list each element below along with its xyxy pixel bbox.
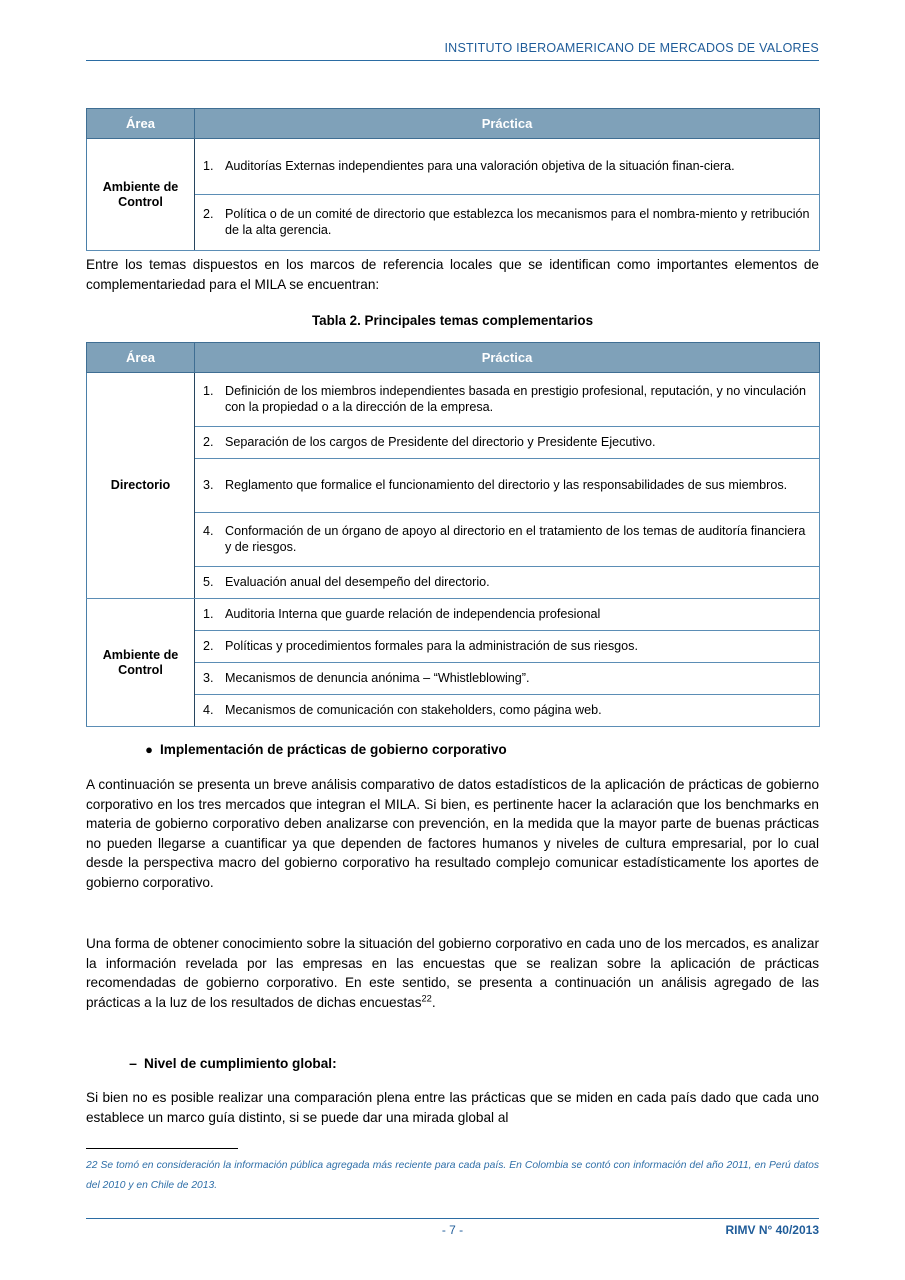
- list-text: Separación de los cargos de Presidente del directorio y Presidente Ejecutivo.: [225, 434, 656, 449]
- section-bullet-container: [86, 742, 819, 757]
- table-2-practice-cell: [195, 567, 820, 599]
- table-2-practice-cell: [195, 459, 820, 513]
- list-text: Mecanismos de denuncia anónima – “Whistleblowing”.: [225, 670, 530, 685]
- list-text: Auditoria Interna que guarde relación de independencia profesional: [225, 606, 601, 621]
- page-footer: [86, 1218, 819, 1243]
- paragraph-3: [86, 934, 819, 1012]
- table-2-col-area: Área: [87, 343, 195, 373]
- footnote-reference: 22: [421, 993, 432, 1004]
- table-1-area-cell: Ambiente de Control: [87, 139, 195, 251]
- table-2-header-row: [87, 343, 820, 373]
- list-number: 1.: [203, 158, 214, 173]
- table-row: [87, 427, 820, 459]
- table-1-col-practica: Práctica: [195, 109, 820, 139]
- table-2-caption-container: [86, 313, 819, 328]
- section-bullet-heading: [86, 742, 819, 757]
- table-row: [87, 631, 820, 663]
- list-number: 2.: [203, 206, 214, 221]
- paragraph-3-text: Una forma de obtener conocimiento sobre la situación del gobierno corporativo en cada uno de los mercados, es analizar la información revelada por las empresas en las encuestas que se realizan sobre la aplicación de prácticas recomendadas de gobierno corporativo. En este sentido, se presenta a continuación un análisis agregado de las prácticas a la luz de los resultados de dichas encuestas: [86, 936, 819, 1010]
- footnote-separator: [86, 1148, 238, 1149]
- footnote-number: 22: [86, 1160, 98, 1171]
- paragraph-1-container: [86, 255, 819, 294]
- list-text: Mecanismos de comunicación con stakeholders, como página web.: [225, 702, 602, 717]
- footer-divider: [86, 1218, 819, 1219]
- list-number: 4.: [203, 702, 214, 717]
- header-institution-title: INSTITUTO IBEROAMERICANO DE MERCADOS DE VALORES: [444, 41, 819, 55]
- list-number: 1.: [203, 606, 214, 621]
- list-number: 4.: [203, 523, 214, 538]
- paragraph-3-container: [86, 934, 819, 1012]
- table-2-practice-cell: [195, 427, 820, 459]
- table-2-area-cell-ambiente: Ambiente de Control: [87, 599, 195, 727]
- footnote-text: Se tomó en consideración la información pública agregada más reciente para cada país. En Colombia se contó con información del año 2011, en Perú datos del 2010 y en Chile de 2013.: [86, 1160, 819, 1191]
- list-number: 3.: [203, 477, 214, 492]
- table-row: [87, 663, 820, 695]
- subsection-bullet-heading: [86, 1055, 819, 1071]
- section-bullet-label: Implementación de prácticas de gobierno corporativo: [160, 742, 507, 757]
- table-2-practice-cell: [195, 631, 820, 663]
- list-number: 3.: [203, 670, 214, 685]
- table-row: [87, 599, 820, 631]
- table-1-container: [86, 108, 819, 251]
- paragraph-2: A continuación se presenta un breve análisis comparativo de datos estadísticos de la aplicación de prácticas de gobierno corporativo en los tres mercados que integran el MILA. Si bien, es pertinente hacer la aclaración que los benchmarks en materia de gobierno corporativo deben analizarse con prevención, en la medida que la mayor parte de buenas prácticas no pueden llegarse a cuantificar ya que dependen de factores humanos y niveles de cultura empresarial, por lo cual desde la perspectiva macro del gobierno corporativo ha resultado complejo comunicar estadísticamente los aportes de gobierno corporativo.: [86, 777, 819, 890]
- table-2-col-practica: Práctica: [195, 343, 820, 373]
- dash-marker-icon: –: [129, 1055, 137, 1071]
- list-text: Política o de un comité de directorio que establezca los mecanismos para el nombra-miento y retribución de la alta gerencia.: [225, 206, 810, 237]
- paragraph-4-container: [86, 1088, 819, 1127]
- paragraph-1: Entre los temas dispuestos en los marcos de referencia locales que se identifican como importantes elementos de complementariedad para el MILA se encuentran:: [86, 257, 819, 292]
- list-number: 5.: [203, 574, 214, 589]
- footnote-block: [86, 1156, 819, 1196]
- table-1: [86, 108, 820, 251]
- table-2-caption: Tabla 2. Principales temas complementarios: [311, 313, 594, 328]
- table-2-container: [86, 342, 819, 727]
- subsection-bullet-container: [86, 1055, 819, 1071]
- list-text: Definición de los miembros independientes basada en prestigio profesional, reputación, y no vinculación con la propiedad o a la dirección de la empresa.: [225, 383, 807, 414]
- list-text: Auditorías Externas independientes para una valoración objetiva de la situación finan-ciera.: [225, 158, 735, 173]
- table-2-practice-cell: [195, 663, 820, 695]
- table-2: [86, 342, 820, 727]
- table-row: [87, 567, 820, 599]
- table-1-header-row: [87, 109, 820, 139]
- bullet-marker-icon: ●: [145, 742, 153, 757]
- subsection-bullet-label: Nivel de cumplimiento global:: [144, 1056, 337, 1071]
- table-row: [87, 195, 820, 251]
- header-divider: [86, 60, 819, 61]
- table-row: [87, 695, 820, 727]
- table-2-practice-cell: [195, 599, 820, 631]
- list-text: Políticas y procedimientos formales para la administración de sus riesgos.: [225, 638, 638, 653]
- table-2-area-cell-directorio: Directorio: [87, 373, 195, 599]
- table-2-practice-cell: [195, 513, 820, 567]
- footer-issue-label: RIMV N° 40/2013: [725, 1223, 819, 1237]
- list-text: Conformación de un órgano de apoyo al directorio en el tratamiento de los temas de auditoría financiera y de riesgos.: [225, 523, 806, 554]
- page-number: - 7 -: [441, 1223, 464, 1237]
- table-row: [87, 513, 820, 567]
- list-number: 2.: [203, 434, 214, 449]
- page-header: [86, 40, 819, 61]
- table-row: [87, 459, 820, 513]
- list-number: 1.: [203, 383, 214, 398]
- paragraph-3-tail: .: [431, 994, 436, 1010]
- table-2-practice-cell: [195, 695, 820, 727]
- table-2-practice-cell: [195, 373, 820, 427]
- paragraph-4: Si bien no es posible realizar una comparación plena entre las prácticas que se miden en cada país dado que cada uno establece un marco guía distinto, si se puede dar una mirada global al: [86, 1090, 819, 1125]
- table-1-practice-cell: [195, 139, 820, 195]
- table-1-practice-cell: [195, 195, 820, 251]
- paragraph-2-container: [86, 775, 819, 893]
- table-row: [87, 373, 820, 427]
- table-row: [87, 139, 820, 195]
- list-text: Evaluación anual del desempeño del directorio.: [225, 574, 490, 589]
- table-1-col-area: Área: [87, 109, 195, 139]
- list-number: 2.: [203, 638, 214, 653]
- list-text: Reglamento que formalice el funcionamiento del directorio y las responsabilidades de sus miembros.: [225, 477, 788, 492]
